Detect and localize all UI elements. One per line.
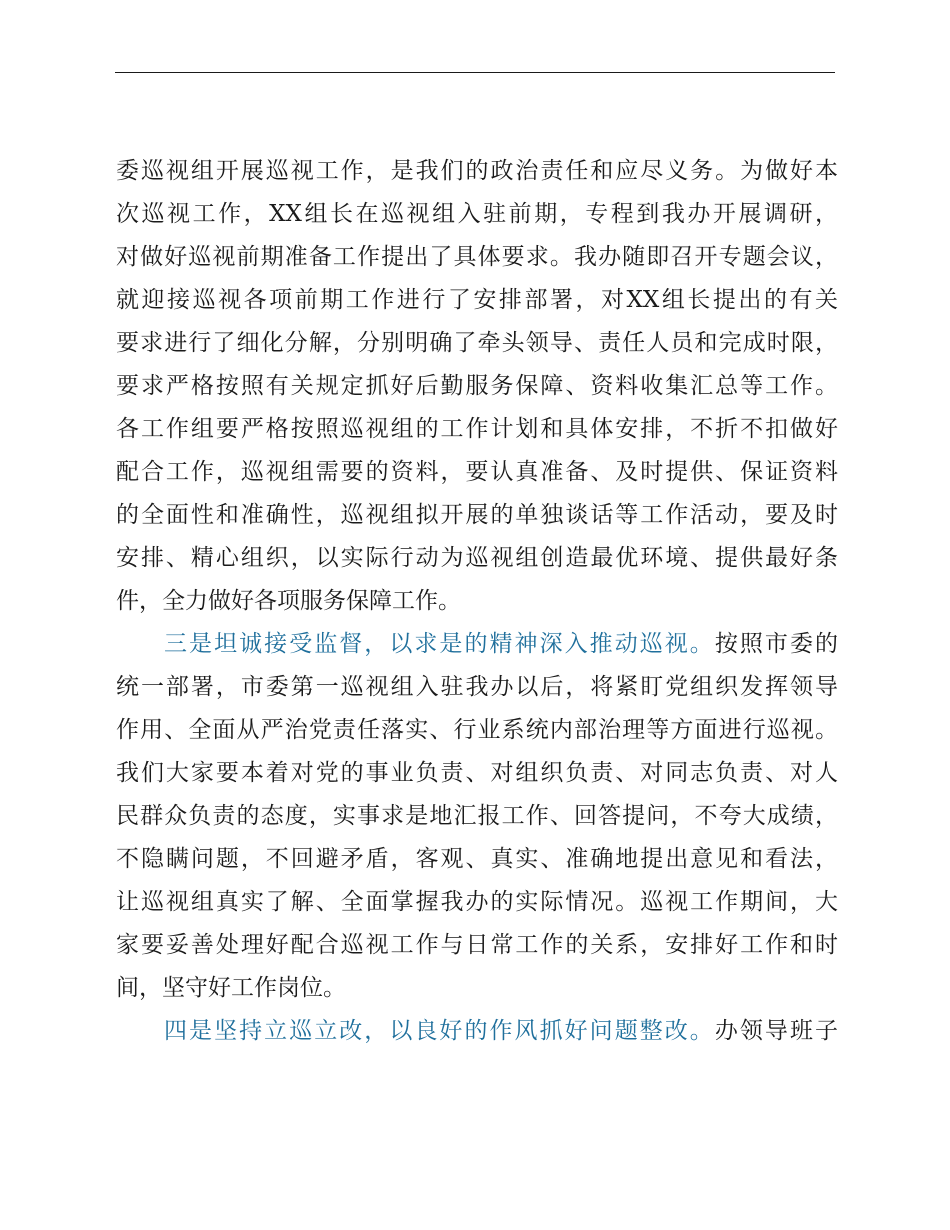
paragraph-first-line xyxy=(116,1010,838,1053)
text-line: 安排、精心组织，以实际行动为巡视组创造最优环境、提供最好条 xyxy=(116,545,838,571)
text-line: 间，坚守好工作岗位。 xyxy=(116,975,346,1001)
paragraph-text: 办领导班子 xyxy=(714,1018,838,1044)
paragraph-text: 按照市委的 xyxy=(714,631,838,657)
text-line: 要求进行了细化分解，分别明确了牵头领导、责任人员和完成时限， xyxy=(116,330,838,356)
text-line: 委巡视组开展巡视工作，是我们的政治责任和应尽义务。为做好本 xyxy=(116,158,838,184)
paragraph-first-line xyxy=(116,623,838,666)
text-line: 不隐瞒问题，不回避矛盾，客观、真实、准确地提出意见和看法， xyxy=(116,846,838,872)
paragraph-lead-heading: 三是坦诚接受监督，以求是的精神深入推动巡视。 xyxy=(164,631,715,657)
paragraph-2 xyxy=(116,623,838,1010)
text-line: 各工作组要严格按照巡视组的工作计划和具体安排，不折不扣做好 xyxy=(116,416,838,442)
text-line: 的全面性和准确性，巡视组拟开展的单独谈话等工作活动，要及时 xyxy=(116,502,838,528)
paragraph-3 xyxy=(116,1010,838,1053)
text-line: 统一部署，市委第一巡视组入驻我办以后，将紧盯党组织发挥领导 xyxy=(116,674,838,700)
text-line: 让巡视组真实了解、全面掌握我办的实际情况。巡视工作期间，大 xyxy=(116,889,838,915)
document-body xyxy=(116,150,838,1053)
text-line: 对做好巡视前期准备工作提出了具体要求。我办随即召开专题会议， xyxy=(116,244,838,270)
header-rule xyxy=(115,72,835,73)
text-line: 家要妥善处理好配合巡视工作与日常工作的关系，安排好工作和时 xyxy=(116,932,838,958)
text-line: 配合工作，巡视组需要的资料，要认真准备、及时提供、保证资料 xyxy=(116,459,838,485)
text-line: 要求严格按照有关规定抓好后勤服务保障、资料收集汇总等工作。 xyxy=(116,373,838,399)
text-line: 作用、全面从严治党责任落实、行业系统内部治理等方面进行巡视。 xyxy=(116,717,838,743)
text-line: 民群众负责的态度，实事求是地汇报工作、回答提问，不夸大成绩， xyxy=(116,803,838,829)
text-line: 我们大家要本着对党的事业负责、对组织负责、对同志负责、对人 xyxy=(116,760,838,786)
text-line: 就迎接巡视各项前期工作进行了安排部署，对XX组长提出的有关 xyxy=(116,287,838,313)
paragraph-1 xyxy=(116,150,838,623)
paragraph-lead-heading: 四是坚持立巡立改，以良好的作风抓好问题整改。 xyxy=(164,1018,715,1044)
text-line: 件，全力做好各项服务保障工作。 xyxy=(116,588,461,614)
text-line: 次巡视工作，XX组长在巡视组入驻前期，专程到我办开展调研， xyxy=(116,201,838,227)
